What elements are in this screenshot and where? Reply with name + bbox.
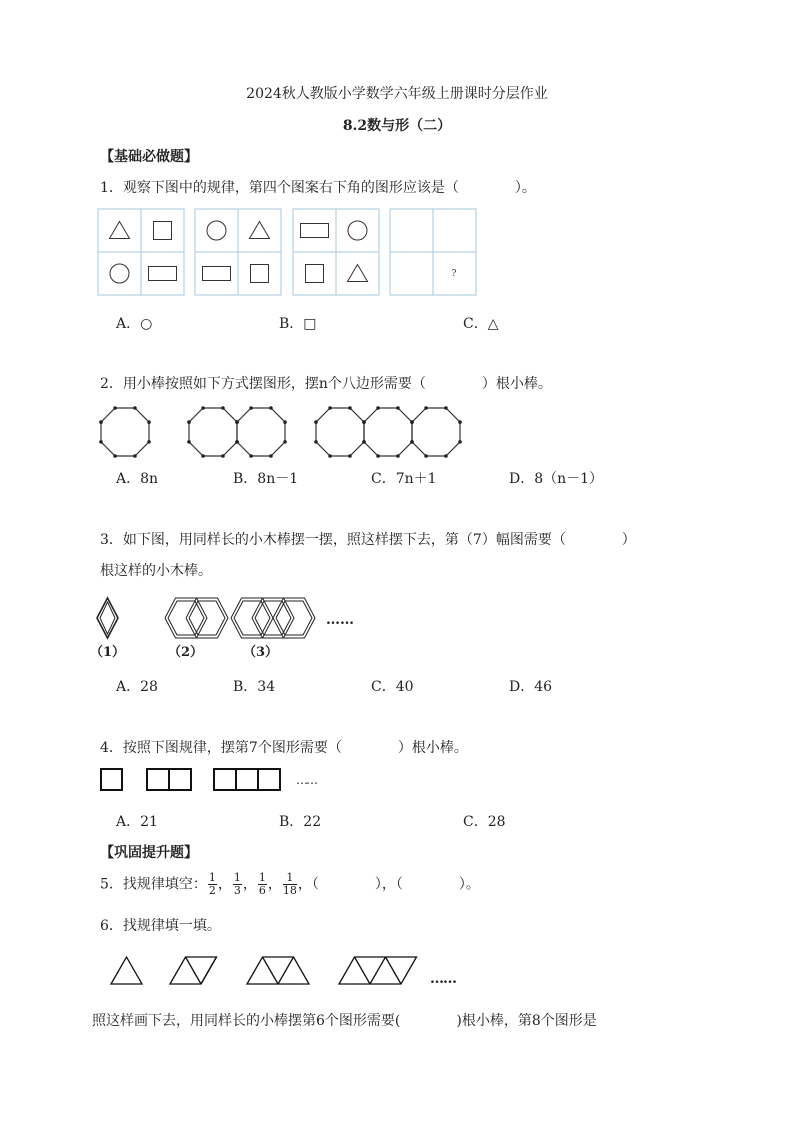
q4-option-b[interactable]: B．22 <box>279 814 322 830</box>
q5-prefix: 5．找规律填空： <box>100 876 207 893</box>
q3-label-3: （3） <box>243 645 279 660</box>
question-5: 5．找规律填空： $\frac{1}{2}$ ， $\frac{1}{3}$ ， $\frac{1}{6}$ ， $\frac{1}{18}$ ，（ ），（ ）。 <box>100 871 480 897</box>
q6-figure-3 <box>247 957 309 984</box>
question-3-text-line2: 根这样的小木棒。 <box>100 563 212 579</box>
question-6-text: 6．找规律填一填。 <box>100 918 221 934</box>
q3-option-d[interactable]: D．46 <box>509 679 553 695</box>
q3-ellipsis: …… <box>326 612 354 628</box>
q4-option-a[interactable]: A．21 <box>116 814 158 830</box>
q5-suffix: ，（ ），（ ）。 <box>297 876 480 893</box>
q3-label-1: （1） <box>90 645 126 660</box>
question-3-text-line1: 3．如下图，用同样长的小木棒摆一摆，照这样摆下去，第（7）幅图需要（ ） <box>100 532 636 548</box>
document-subtitle: 8.2数与形（二） <box>342 118 452 134</box>
section-advanced: 【巩固提升题】 <box>100 845 198 861</box>
q5-fraction-3: $\frac{1}{6}$ <box>258 871 266 897</box>
question-4-text: 4．按照下图规律，摆第7个图形需要（ ）根小棒。 <box>100 740 468 756</box>
q5-fraction-2: $\frac{1}{3}$ <box>233 871 241 897</box>
q1-option-c[interactable]: C．△ <box>463 316 499 332</box>
q6-ellipsis: …… <box>430 971 456 987</box>
question-2-text: 2．用小棒按照如下方式摆图形，摆n个八边形需要（ ）根小棒。 <box>100 376 552 392</box>
q3-option-b[interactable]: B．34 <box>233 679 276 695</box>
q2-option-c[interactable]: C．7n＋1 <box>371 471 437 487</box>
q1-option-b[interactable]: B．□ <box>279 316 317 332</box>
section-basic: 【基础必做题】 <box>100 149 198 165</box>
q4-ellipsis: …… <box>296 773 316 787</box>
q1-option-a[interactable]: A．○ <box>116 316 153 332</box>
q5-fraction-1: $\frac{1}{2}$ <box>208 871 216 897</box>
q3-label-2: （2） <box>168 645 204 660</box>
q2-option-a[interactable]: A．8n <box>116 471 159 487</box>
document-title: 2024秋人教版小学数学六年级上册课时分层作业 <box>246 86 548 102</box>
q6-figure-2 <box>170 957 217 984</box>
q2-option-d[interactable]: D．8（n－1） <box>509 471 604 487</box>
question-6-text-2: 照这样画下去，用同样长的小棒摆第6个图形需要( )根小棒，第8个图形是 <box>92 1013 597 1029</box>
q4-option-c[interactable]: C．28 <box>463 814 506 830</box>
q3-option-c[interactable]: C．40 <box>371 679 414 695</box>
q3-option-a[interactable]: A．28 <box>116 679 158 695</box>
q2-option-b[interactable]: B．8n－1 <box>233 471 299 487</box>
q5-fraction-4: $\frac{1}{18}$ <box>282 871 297 897</box>
q6-figure-1 <box>111 957 142 984</box>
q6-figure-4 <box>339 957 417 984</box>
q1-question-mark: ? <box>451 269 457 279</box>
question-1-text: 1．观察下图中的规律，第四个图案右下角的图形应该是（ ）。 <box>100 180 536 196</box>
